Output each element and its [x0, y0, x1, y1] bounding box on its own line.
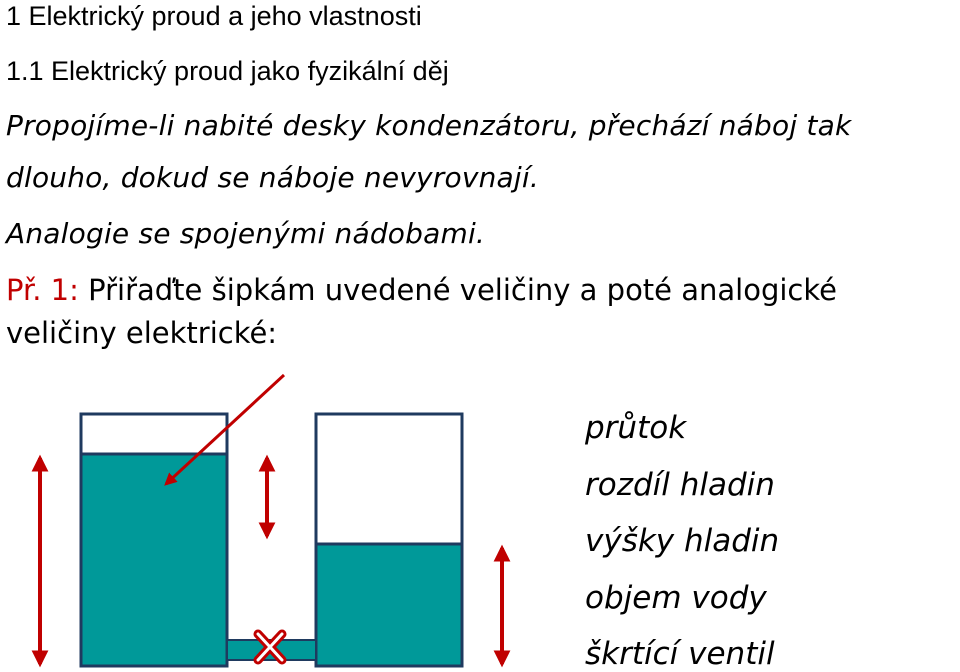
- paragraph-line-3: Analogie se spojenými nádobami.: [6, 217, 486, 250]
- right-vessel: [316, 414, 462, 666]
- left-vessel: [81, 414, 227, 666]
- term-objem-vody: objem vody: [585, 580, 767, 616]
- paragraph-line-2: dlouho, dokud se náboje nevyrovnají.: [6, 161, 539, 194]
- paragraph-line-1: Propojíme-li nabité desky kondenzátoru, přechází náboj tak: [6, 109, 852, 142]
- subheading: 1.1 Elektrický proud jako fyzikální děj: [6, 56, 449, 86]
- term-rozdil-hladin: rozdíl hladin: [585, 467, 775, 503]
- heading: 1 Elektrický proud a jeho vlastnosti: [6, 1, 422, 31]
- exercise-label: Př. 1:: [6, 273, 79, 307]
- term-prutok: průtok: [585, 410, 687, 446]
- term-skrtici-ventil: škrtící ventil: [585, 636, 775, 672]
- term-vysky-hladin: výšky hladin: [585, 523, 780, 559]
- exercise-text: Přiřaďte šipkám uvedené veličiny a poté analogické: [88, 273, 837, 307]
- exercise-line-2: veličiny elektrické:: [6, 316, 278, 350]
